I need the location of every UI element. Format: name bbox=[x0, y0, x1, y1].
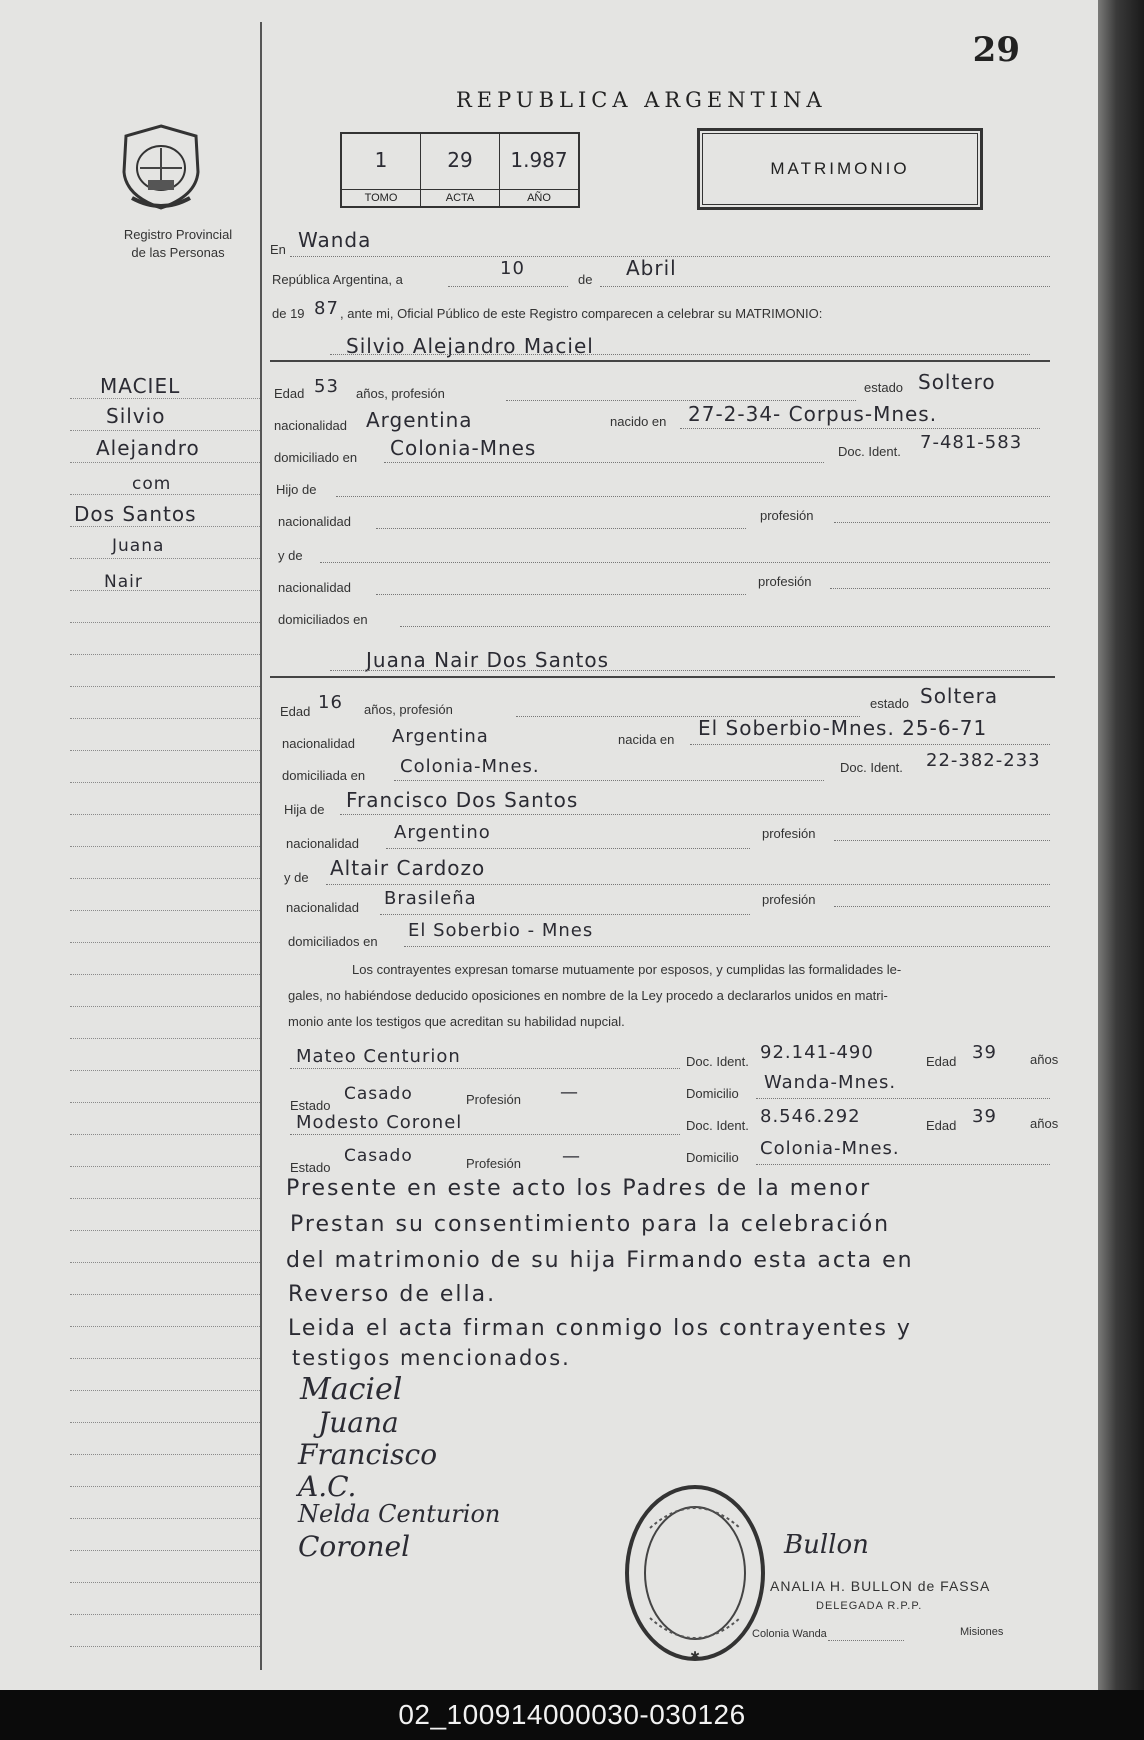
witness-1-dom-label: Domicilio bbox=[686, 1086, 739, 1101]
year-prefix: de 19 bbox=[272, 306, 305, 321]
tomo-label: TOMO bbox=[342, 189, 420, 206]
groom-estado: Soltero bbox=[918, 370, 996, 394]
margin-rule-line bbox=[70, 878, 260, 879]
bride-nac-label: nacionalidad bbox=[282, 736, 356, 751]
ano-value: 1.987 bbox=[510, 148, 568, 172]
signature-3: Francisco bbox=[298, 1438, 438, 1471]
margin-middle-name: Alejandro bbox=[96, 436, 200, 460]
margin-rule-line bbox=[70, 942, 260, 943]
groom-doms-line bbox=[400, 626, 1050, 627]
intro-text: , ante mi, Oficial Público de este Registro comparecen a celebrar su MATRIMONIO: bbox=[340, 306, 823, 321]
bride-nacida-line bbox=[690, 744, 1050, 745]
witness-1-dom-line bbox=[756, 1098, 1050, 1099]
month: Abril bbox=[626, 256, 677, 280]
month-line bbox=[600, 286, 1050, 287]
svg-text:✱: ✱ bbox=[689, 1649, 701, 1663]
bride-doc-label: Doc. Ident. bbox=[840, 760, 903, 775]
witness-2-estado-label: Estado bbox=[290, 1160, 331, 1175]
groom-prof3-line bbox=[830, 588, 1050, 589]
official-location-line bbox=[828, 1640, 904, 1641]
republica-label: República Argentina, a bbox=[272, 272, 403, 287]
groom-edad-label: Edad bbox=[274, 386, 305, 401]
margin-rule-line bbox=[70, 846, 260, 847]
bride-prof2-line bbox=[834, 840, 1050, 841]
margin-rule-line bbox=[70, 1294, 260, 1295]
margin-rule-line bbox=[70, 1198, 260, 1199]
coat-of-arms-icon bbox=[118, 122, 204, 212]
margin-rule-line bbox=[70, 1486, 260, 1487]
witness-1-prof-label: Profesión bbox=[466, 1092, 521, 1107]
bride-edad-label: Edad bbox=[280, 704, 311, 719]
groom-nac3-line bbox=[376, 594, 746, 595]
official-signature: Bullon bbox=[784, 1530, 869, 1560]
document-type-box: MATRIMONIO bbox=[697, 128, 983, 210]
bride-domicilios: El Soberbio - Mnes bbox=[408, 920, 594, 941]
margin-rule-line bbox=[70, 1390, 260, 1391]
witness-2-dom-label: Domicilio bbox=[686, 1150, 739, 1165]
groom-prof-line bbox=[506, 400, 856, 401]
groom-prof2-line bbox=[834, 522, 1050, 523]
tomo-value: 1 bbox=[374, 148, 388, 172]
declaration-line-1: Los contrayentes expresan tomarse mutuamente por esposos, y cumplidas las formalidades le- bbox=[352, 962, 902, 977]
official-location: Colonia Wanda bbox=[752, 1628, 827, 1640]
groom-name: Silvio Alejandro Maciel bbox=[346, 334, 594, 358]
bride-domicilio: Colonia-Mnes. bbox=[400, 756, 540, 777]
groom-prof-label: profesión bbox=[760, 508, 814, 523]
margin-rule-line bbox=[70, 1102, 260, 1103]
acta-cell bbox=[421, 134, 500, 206]
bride-prof2-label: profesión bbox=[762, 892, 816, 907]
margin-surname: MACIEL bbox=[100, 374, 181, 398]
bride-nac2-line bbox=[386, 848, 750, 849]
margin-rule-line bbox=[70, 590, 260, 591]
witness-2-dom-line bbox=[756, 1164, 1050, 1165]
margin-rule-line bbox=[70, 526, 260, 527]
margin-bride-first: Juana bbox=[112, 536, 165, 556]
note-line-3: del matrimonio de su hija Firmando esta acta en bbox=[286, 1248, 914, 1273]
bride-madre: Altair Cardozo bbox=[330, 856, 486, 880]
groom-doc: 7-481-583 bbox=[920, 432, 1023, 453]
en-label: En bbox=[270, 242, 286, 257]
groom-nac3-label: nacionalidad bbox=[278, 580, 352, 595]
margin-rule-line bbox=[70, 910, 260, 911]
groom-yde-label: y de bbox=[278, 548, 303, 563]
margin-rule-line bbox=[70, 1614, 260, 1615]
country-heading: REPUBLICA ARGENTINA bbox=[456, 88, 827, 112]
margin-divider bbox=[260, 22, 262, 1670]
margin-rule-line bbox=[70, 430, 260, 431]
witness-1-name: Mateo Centurion bbox=[296, 1046, 461, 1067]
margin-rule-line bbox=[70, 622, 260, 623]
bride-estado-label: estado bbox=[870, 696, 910, 711]
margin-rule-line bbox=[70, 558, 260, 559]
bride-padre: Francisco Dos Santos bbox=[346, 788, 579, 812]
margin-rule-line bbox=[70, 494, 260, 495]
margin-rule-line bbox=[70, 750, 260, 751]
margin-rule-line bbox=[70, 654, 260, 655]
groom-hijo-line bbox=[336, 496, 1050, 497]
margin-rule-line bbox=[70, 1454, 260, 1455]
margin-rule-line bbox=[70, 1038, 260, 1039]
bride-doc: 22-382-233 bbox=[926, 750, 1041, 771]
witness-1-edad: 39 bbox=[972, 1042, 997, 1063]
witness-2-doc-label: Doc. Ident. bbox=[686, 1118, 749, 1133]
official-role: DELEGADA R.P.P. bbox=[816, 1600, 923, 1612]
witness-1-prof: — bbox=[560, 1082, 579, 1103]
witness-2-edad-label: Edad bbox=[926, 1118, 957, 1133]
margin-bride-surname: Dos Santos bbox=[74, 502, 197, 526]
acta-label: ACTA bbox=[421, 189, 499, 206]
witness-1-estado-label: Estado bbox=[290, 1098, 331, 1113]
margin-rule-line bbox=[70, 1134, 260, 1135]
book-binding bbox=[1098, 0, 1144, 1690]
note-line-1: Presente en este acto los Padres de la menor bbox=[286, 1176, 872, 1201]
groom-nac2-line bbox=[376, 528, 746, 529]
margin-rule-line bbox=[70, 398, 260, 399]
registry-number-box bbox=[340, 132, 580, 208]
groom-doms-label: domiciliados en bbox=[278, 612, 368, 627]
bride-prof-label: profesión bbox=[762, 826, 816, 841]
official-stamp-icon bbox=[620, 1478, 770, 1668]
witness-1-name-line bbox=[290, 1068, 680, 1069]
bride-yde-line bbox=[326, 884, 1050, 885]
groom-edad: 53 bbox=[314, 376, 339, 397]
bride-rule-1 bbox=[270, 676, 1055, 678]
witness-2-edad: 39 bbox=[972, 1106, 997, 1127]
bride-name-line bbox=[330, 670, 1030, 671]
signature-4: A.C. bbox=[298, 1470, 357, 1503]
margin-connector: com bbox=[132, 474, 172, 494]
witness-1-doc: 92.141-490 bbox=[760, 1042, 874, 1063]
witness-2-prof-label: Profesión bbox=[466, 1156, 521, 1171]
ano-cell bbox=[500, 134, 578, 206]
witness-2-anos: años bbox=[1030, 1116, 1059, 1131]
office-line-2: de las Personas bbox=[131, 245, 225, 260]
groom-nacido-line bbox=[680, 428, 1040, 429]
groom-hijo-label: Hijo de bbox=[276, 482, 317, 497]
witness-1-doc-label: Doc. Ident. bbox=[686, 1054, 749, 1069]
groom-nacido: 27-2-34- Corpus-Mnes. bbox=[688, 402, 938, 426]
official-name: ANALIA H. BULLON de FASSA bbox=[770, 1578, 991, 1594]
margin-rule-line bbox=[70, 1262, 260, 1263]
ano-label: AÑO bbox=[500, 189, 578, 206]
image-caption: 02_100914000030-030126 bbox=[0, 1690, 1144, 1740]
official-province: Misiones bbox=[960, 1626, 1004, 1638]
margin-rule-line bbox=[70, 718, 260, 719]
bride-nac2-label: nacionalidad bbox=[286, 836, 360, 851]
margin-rule-line bbox=[70, 686, 260, 687]
margin-first-name: Silvio bbox=[106, 404, 166, 428]
groom-prof2-label: profesión bbox=[758, 574, 812, 589]
margin-rule-line bbox=[70, 814, 260, 815]
bride-hija-line bbox=[340, 814, 1050, 815]
signature-1: Maciel bbox=[300, 1372, 403, 1407]
groom-domicilio: Colonia-Mnes bbox=[390, 436, 537, 460]
groom-yde-line bbox=[320, 562, 1050, 563]
margin-bride-second: Nair bbox=[104, 572, 143, 592]
note-line-2: Prestan su consentimiento para la celebración bbox=[290, 1212, 891, 1237]
margin-rule-line bbox=[70, 1582, 260, 1583]
page-number: 29 bbox=[972, 30, 1020, 70]
witness-2-doc: 8.546.292 bbox=[760, 1106, 861, 1127]
groom-nac-label: nacionalidad bbox=[274, 418, 348, 433]
witness-1-edad-label: Edad bbox=[926, 1054, 957, 1069]
declaration-line-3: monio ante los testigos que acreditan su habilidad nupcial. bbox=[288, 1014, 625, 1029]
bride-nacida: El Soberbio-Mnes. 25-6-71 bbox=[698, 716, 988, 740]
day: 10 bbox=[500, 258, 525, 279]
margin-rule-line bbox=[70, 974, 260, 975]
bride-nac3-line bbox=[380, 914, 750, 915]
year: 87 bbox=[314, 298, 339, 319]
tomo-cell bbox=[342, 134, 421, 206]
margin-rule-line bbox=[70, 1518, 260, 1519]
margin-rule-line bbox=[70, 1646, 260, 1647]
note-line-6: testigos mencionados. bbox=[292, 1346, 571, 1370]
margin-rule-line bbox=[70, 1006, 260, 1007]
groom-rule-1 bbox=[270, 360, 1050, 362]
margin-rule-line bbox=[70, 1422, 260, 1423]
acta-value: 29 bbox=[447, 148, 473, 172]
groom-nacionalidad: Argentina bbox=[366, 408, 473, 432]
bride-hija-label: Hija de bbox=[284, 802, 325, 817]
signature-6: Coronel bbox=[298, 1530, 411, 1563]
bride-yde-label: y de bbox=[284, 870, 309, 885]
margin-rule-line bbox=[70, 782, 260, 783]
bride-nac3-label: nacionalidad bbox=[286, 900, 360, 915]
bride-name: Juana Nair Dos Santos bbox=[366, 648, 610, 672]
witness-2-prof: — bbox=[562, 1146, 581, 1167]
margin-rule-line bbox=[70, 1358, 260, 1359]
bride-doms-label: domiciliados en bbox=[288, 934, 378, 949]
margin-rule-line bbox=[70, 1326, 260, 1327]
day-line bbox=[448, 286, 568, 287]
groom-dom-line bbox=[384, 462, 824, 463]
groom-doc-label: Doc. Ident. bbox=[838, 444, 901, 459]
bride-dom-line bbox=[394, 780, 824, 781]
bride-estado: Soltera bbox=[920, 684, 999, 708]
margin-rule-line bbox=[70, 1230, 260, 1231]
witness-2-domicilio: Colonia-Mnes. bbox=[760, 1138, 900, 1159]
signature-2: Juana bbox=[318, 1406, 399, 1439]
bride-nacida-label: nacida en bbox=[618, 732, 675, 747]
bride-prof3-line bbox=[834, 906, 1050, 907]
groom-anos-prof-label: años, profesión bbox=[356, 386, 445, 401]
witness-1-anos: años bbox=[1030, 1052, 1059, 1067]
place: Wanda bbox=[298, 228, 372, 252]
witness-1-estado: Casado bbox=[344, 1084, 413, 1104]
bride-doms-line bbox=[404, 946, 1050, 947]
witness-2-estado: Casado bbox=[344, 1146, 413, 1166]
groom-nacido-label: nacido en bbox=[610, 414, 667, 429]
witness-2-name: Modesto Coronel bbox=[296, 1112, 463, 1133]
margin-rule-line bbox=[70, 462, 260, 463]
office-line-1: Registro Provincial bbox=[123, 227, 233, 242]
bride-nacionalidad: Argentina bbox=[392, 726, 489, 747]
witness-2-name-line bbox=[290, 1134, 680, 1135]
bride-nac-madre: Brasileña bbox=[384, 888, 477, 909]
bride-anos-prof-label: años, profesión bbox=[364, 702, 453, 717]
groom-estado-label: estado bbox=[864, 380, 904, 395]
signature-5: Nelda Centurion bbox=[298, 1500, 501, 1528]
de-label: de bbox=[578, 272, 593, 287]
groom-dom-label: domiciliado en bbox=[274, 450, 358, 465]
margin-rule-line bbox=[70, 1070, 260, 1071]
groom-nac2-label: nacionalidad bbox=[278, 514, 352, 529]
margin-rule-line bbox=[70, 1550, 260, 1551]
declaration-line-2: gales, no habiéndose deducido oposiciones en nombre de la Ley procedo a declararlos unidos en matri- bbox=[288, 988, 888, 1003]
margin-rule-line bbox=[70, 1166, 260, 1167]
bride-nac-padre: Argentino bbox=[394, 822, 491, 843]
bride-edad: 16 bbox=[318, 692, 343, 713]
note-line-4: Reverso de ella. bbox=[288, 1282, 497, 1307]
groom-name-line bbox=[330, 354, 1030, 355]
witness-1-domicilio: Wanda-Mnes. bbox=[764, 1072, 897, 1093]
note-line-5: Leida el acta firman conmigo los contrayentes y bbox=[288, 1316, 912, 1341]
bride-dom-label: domiciliada en bbox=[282, 768, 366, 783]
registry-office-name bbox=[78, 226, 278, 262]
